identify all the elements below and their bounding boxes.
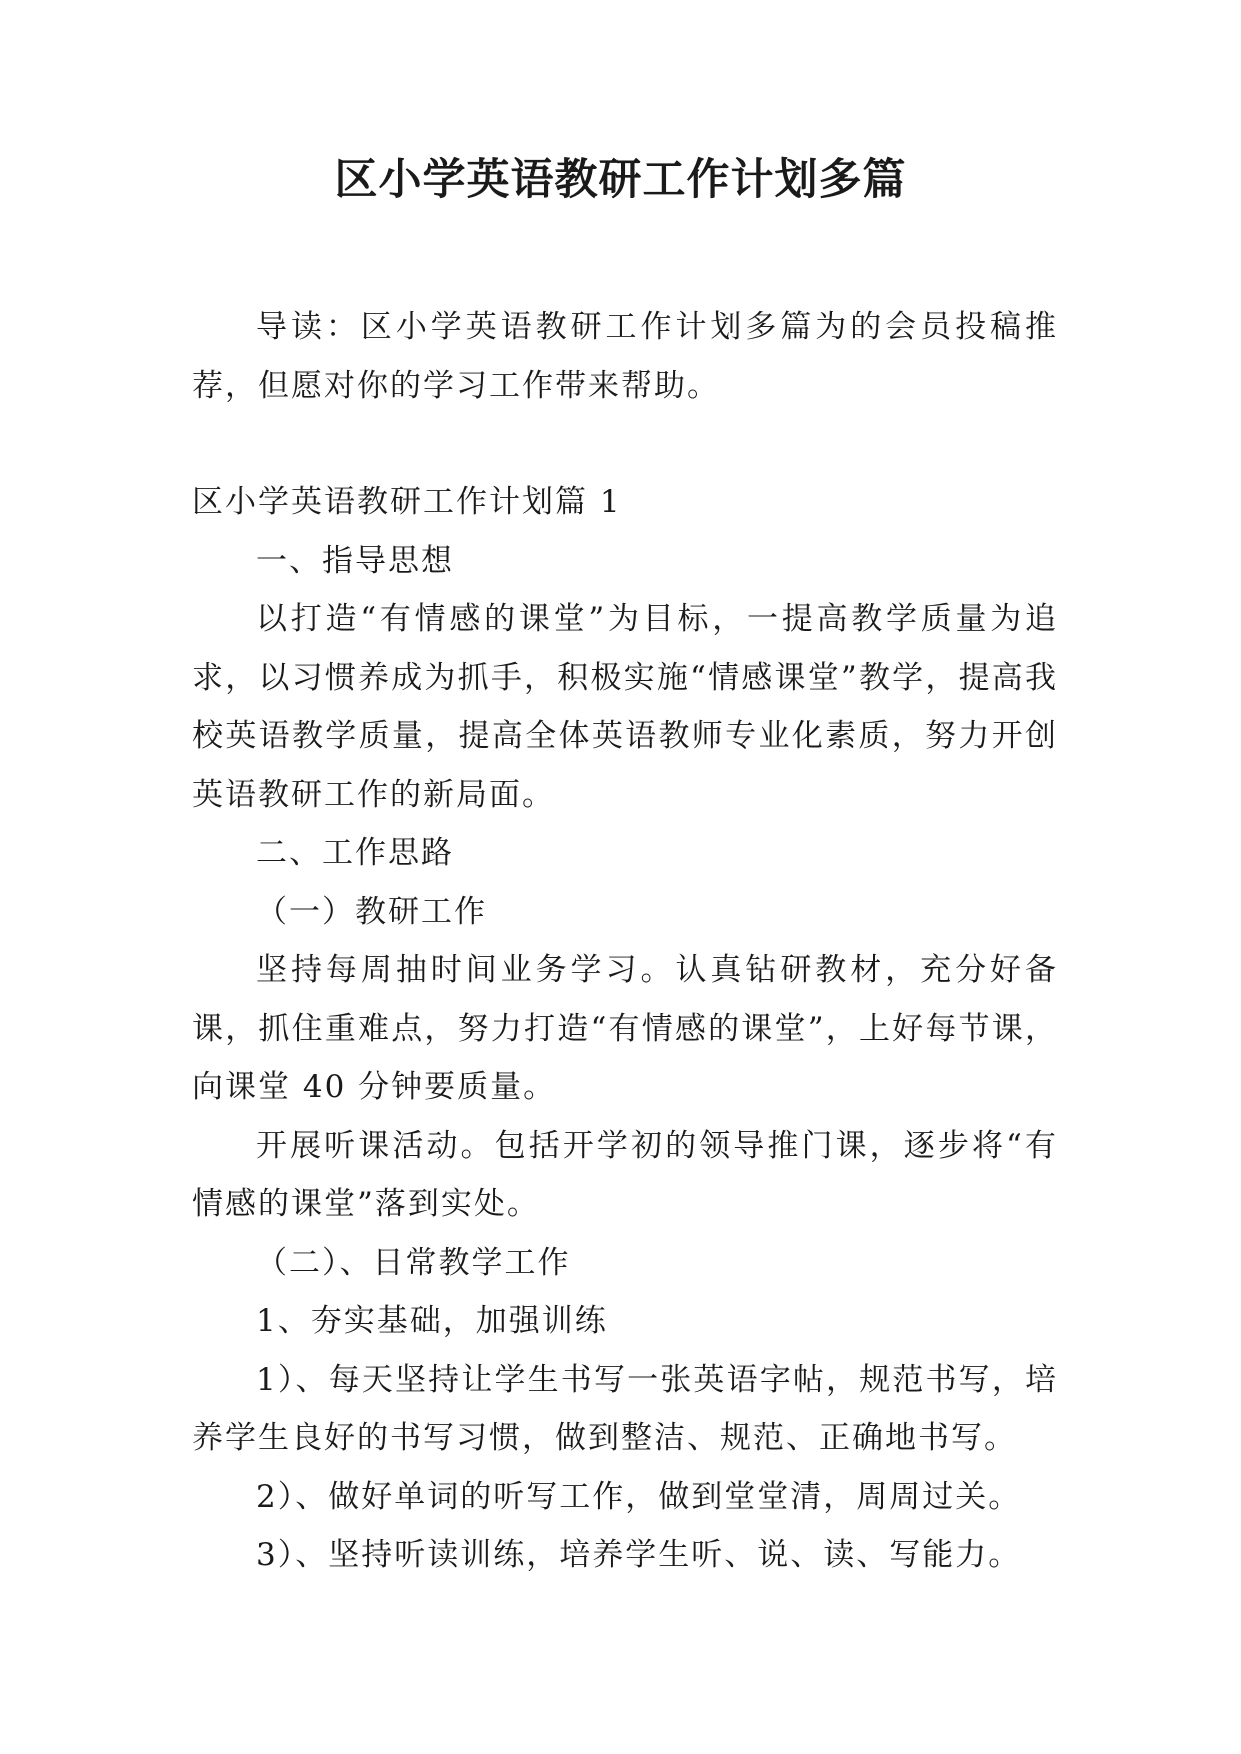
document-title: 区小学英语教研工作计划多篇 (334, 155, 907, 205)
intro-paragraph: 导读：区小学英语教研工作计划多篇为的会员投稿推荐，但愿对你的学习工作带来帮助。 (192, 309, 1058, 404)
paragraph-lesson-observation: 开展听课活动。包括开学初的领导推门课，逐步将“有情感的课堂”落到实处。 (192, 1127, 1058, 1222)
heading-daily-teaching: （二）、日常教学工作 (256, 1244, 571, 1281)
document-body (192, 298, 1058, 1585)
list-item-handwriting: 1）、每天坚持让学生书写一张英语字帖，规范书写，培养学生良好的书写习惯，做到整洁、规范、正确地书写。 (192, 1361, 1058, 1456)
list-item-dictation: 2）、做好单词的听写工作，做到堂堂清，周周过关。 (256, 1478, 1022, 1515)
heading-guiding-thought: 一、指导思想 (256, 542, 454, 579)
paragraph-weekly-study: 坚持每周抽时间业务学习。认真钻研教材，充分好备课，抓住重难点，努力打造“有情感的课堂”，上好每节课，向课堂 40 分钟要质量。 (192, 952, 1058, 1105)
heading-teaching-research: （一）教研工作 (256, 893, 487, 930)
section-heading: 区小学英语教研工作计划篇 1 (192, 484, 622, 520)
heading-work-ideas: 二、工作思路 (256, 835, 454, 871)
paragraph-guiding-thought: 以打造“有情感的课堂”为目标，一提高教学质量为追求，以习惯养成为抓手，积极实施“情感课堂”教学，提高我校英语教学质量，提高全体英语教师专业化素质，努力开创英语教研工作的新局面。 (192, 601, 1058, 813)
subheading-basics-training: 1、夯实基础，加强训练 (256, 1303, 608, 1339)
list-item-listening-reading: 3）、坚持听读训练，培养学生听、说、读、写能力。 (256, 1537, 1022, 1573)
